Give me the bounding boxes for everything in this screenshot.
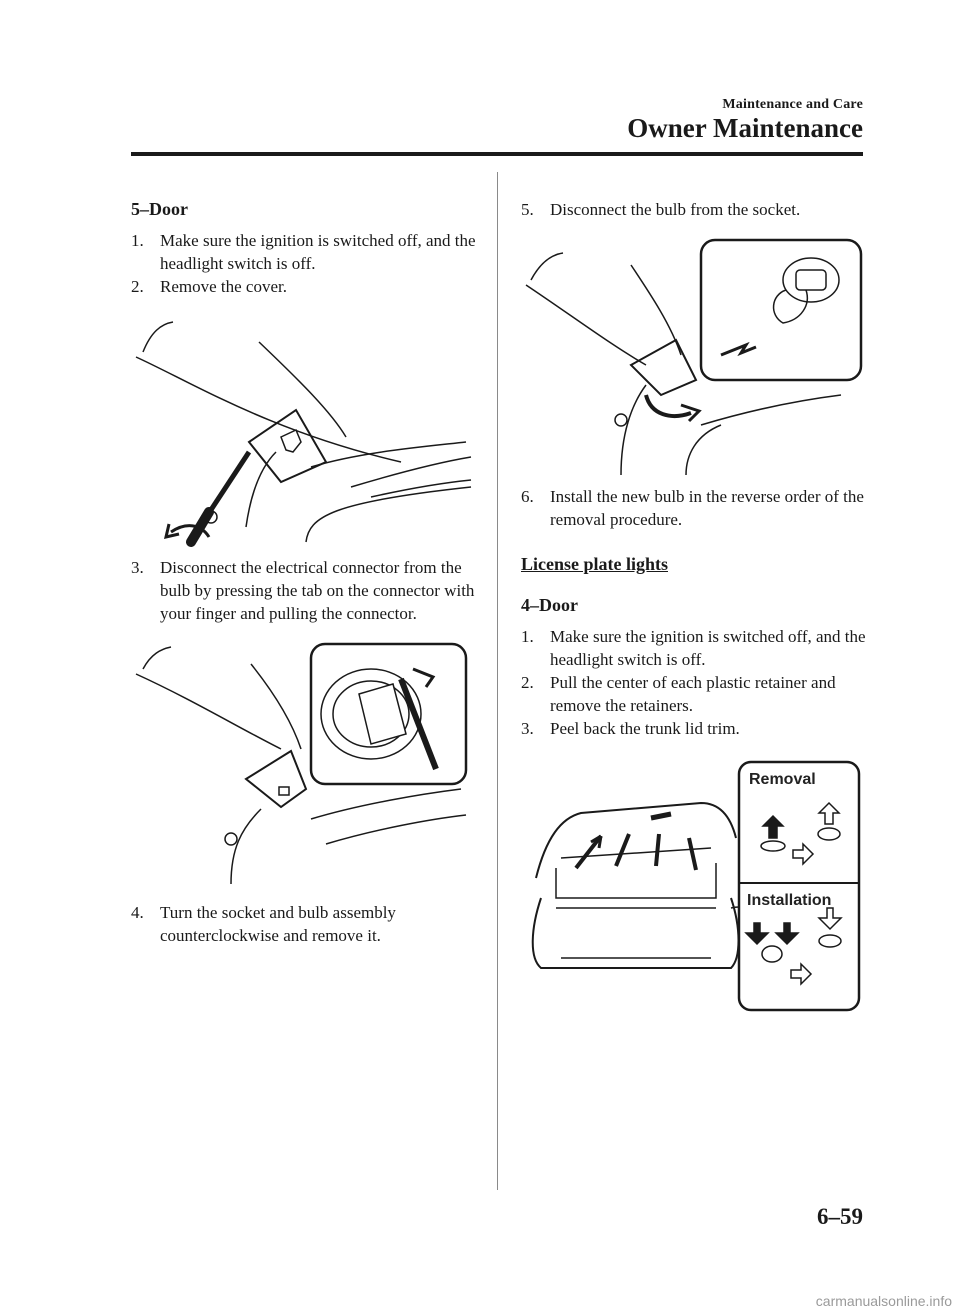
header-section-label: Maintenance and Care [722,97,863,112]
step-3 [131,556,476,625]
watermark: carmanualsonline.info [815,1293,952,1309]
label-removal: Removal [749,771,816,788]
step-number: 1. [131,231,144,250]
label-installation: Installation [747,892,832,909]
page-title: Owner Maintenance [627,113,863,143]
step-text: Disconnect the bulb from the socket. [550,200,801,219]
step-1 [131,229,476,275]
step-b1 [521,625,866,671]
step-text: Turn the socket and bulb assembly counterclockwise and remove it. [160,903,396,945]
step-number: 5. [521,200,534,219]
section-heading-license-plate-lights: License plate lights [521,554,668,574]
step-5 [521,198,866,221]
page-number: 6–59 [817,1204,863,1229]
left-column [131,198,476,947]
subheading-4-door: 4–Door [521,595,578,615]
step-text: Make sure the ignition is switched off, and the headlight switch is off. [160,231,476,273]
step-number: 2. [131,277,144,296]
step-2 [131,275,476,298]
figure-trunk-lid-trim [501,758,866,1012]
figure-disconnect-bulb [521,235,866,479]
step-b3 [521,717,866,740]
step-text: Remove the cover. [160,277,287,296]
step-text: Disconnect the electrical connector from the bulb by pressing the tab on the connector with your finger and pulling the connector. [160,558,475,623]
step-b2 [521,671,866,717]
right-column [521,198,866,1012]
step-number: 4. [131,903,144,922]
step-text: Pull the center of each plastic retainer and remove the retainers. [550,673,836,715]
step-number: 6. [521,487,534,506]
figure-disconnect-connector [131,639,476,891]
step-number: 2. [521,673,534,692]
step-number: 1. [521,627,534,646]
step-text: Install the new bulb in the reverse order of the removal procedure. [550,487,864,529]
step-number: 3. [521,719,534,738]
figure-remove-cover [131,312,476,548]
step-text: Make sure the ignition is switched off, and the headlight switch is off. [550,627,866,669]
column-divider [497,172,498,1190]
step-number: 3. [131,558,144,577]
step-4 [131,901,476,947]
header-rule [131,152,863,156]
subheading-5-door: 5–Door [131,199,188,219]
step-6 [521,485,866,531]
step-text: Peel back the trunk lid trim. [550,719,740,738]
